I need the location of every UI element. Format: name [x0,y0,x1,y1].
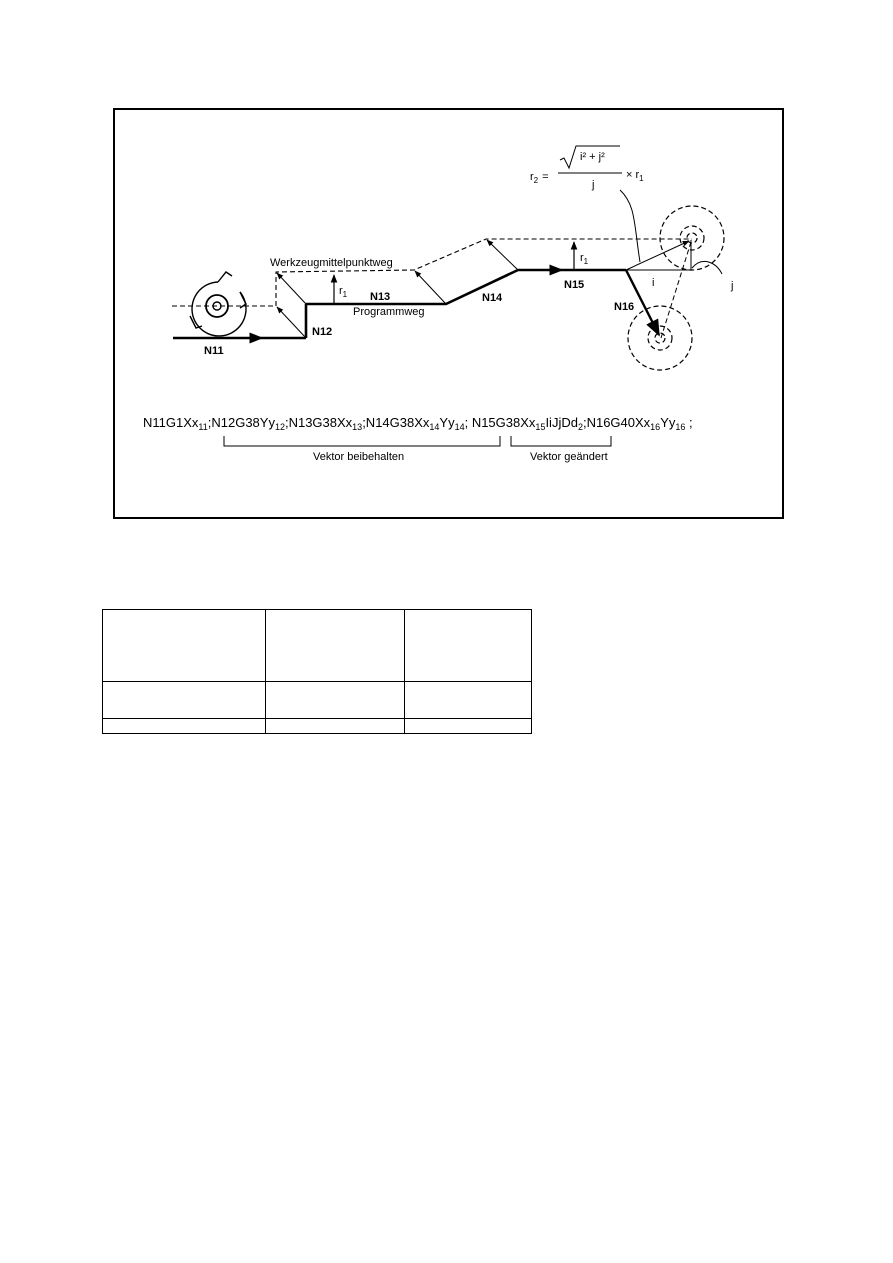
n14-label: N14 [482,292,503,304]
table-cell [266,682,405,719]
tool-circle-upper-icon [660,206,724,270]
j-label: j [731,280,734,292]
table-cell [405,610,532,682]
radius-formula [530,146,644,191]
table-cell [103,610,266,682]
n15-label: N15 [564,279,585,291]
r1-label-n15: $r_1$ [580,252,589,266]
n16-label: N16 [614,301,635,313]
table-row [103,682,532,719]
n11-label: N11 [204,345,224,357]
table-cell [266,718,405,733]
n12-label: N12 [312,326,333,338]
nc-code-line: $N11G1Xx_{11};N12G38Yy_{12};N13G38Xx_{13};N14G38Xx_{14}Yy_{14}$; $N15G38Xx_{15}IiJjDd_2;N16G40Xx_{16}Yy_{16}$ ; [143,415,693,432]
table-cell [266,610,405,682]
tool-circle-lower-icon [628,306,692,370]
table-cell [103,682,266,719]
cutter-tool-icon [190,272,246,336]
formula-numerator: i² + j² [580,151,605,163]
formula-denominator: j [592,179,595,191]
bracket-kept-label: Vektor beibehalten [313,451,405,463]
n13-label: N13 [370,291,391,303]
formula-leader-line [620,190,640,262]
table-cell [405,682,532,719]
svg-text:× r1: × $r_1$ [626,169,644,183]
table-cell [405,718,532,733]
bracket-changed [511,436,611,446]
bracket-changed-label: Vektor geändert [530,451,608,463]
empty-table [102,609,532,734]
i-label: i [652,277,655,289]
table-cell [103,718,266,733]
table-row [103,718,532,733]
svg-text:r2=: $r_2$ = [530,171,549,185]
j-leader-line [692,261,722,274]
table-row [103,610,532,682]
program-path-label: Programmweg [353,306,425,318]
r1-label-n13: $r_1$ [339,285,348,299]
tool-center-path-label: Werkzeugmittelpunktweg [270,257,393,269]
bracket-kept [224,436,500,446]
